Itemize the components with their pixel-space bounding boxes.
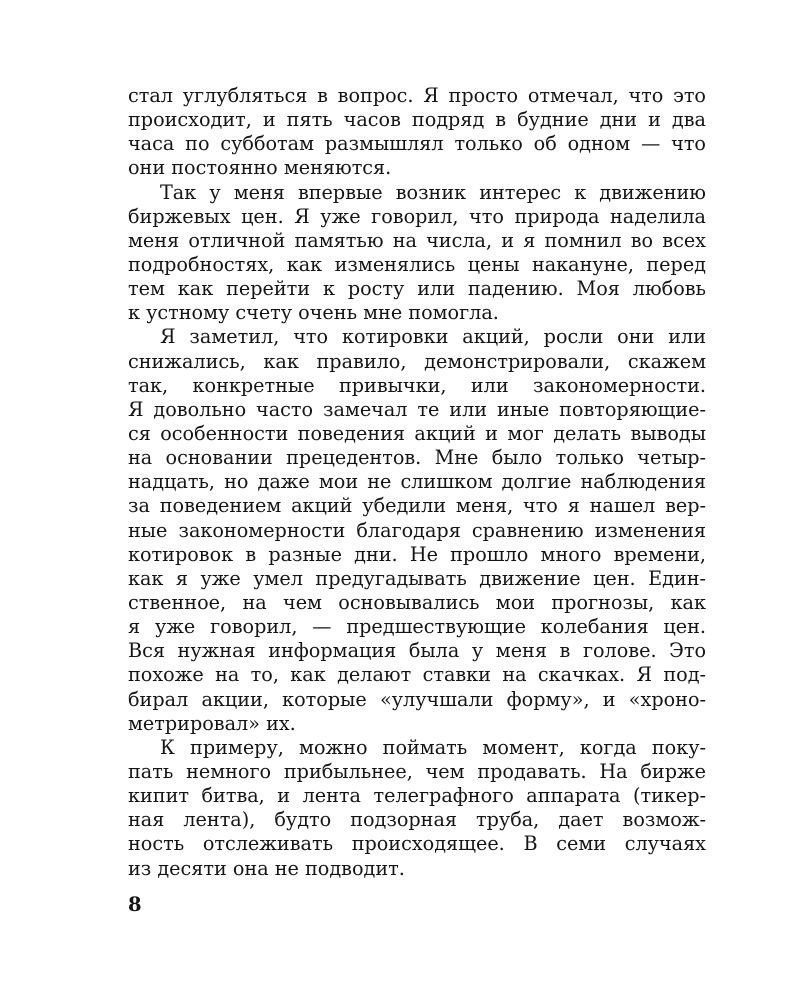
text-line: надцать, но даже мои не слишком долгие наблюдения [128, 470, 706, 494]
page-number: 8 [128, 893, 142, 916]
text-line: кипит битва, и лента телеграфного аппарата (тикер- [128, 784, 706, 808]
text-line: ная лента), будто подзорная труба, дает возмож- [128, 808, 706, 832]
text-line: я уже говорил, — предшествующие колебания цен. [128, 615, 706, 639]
text-line: к устному счету очень мне помогла. [128, 301, 499, 325]
paragraph-first-line: Так у меня впервые возник интерес к движению [160, 180, 706, 204]
paragraph-first-line: Я заметил, что котировки акций, росли они или [160, 325, 706, 349]
text-line: на основании прецедентов. Мне было только четыр- [128, 446, 706, 470]
text-line: ность отслеживать происходящее. В семи случаях [128, 832, 706, 856]
text-line: метрировал» их. [128, 711, 296, 735]
text-line: Я довольно часто замечал те или иные повторяющие- [128, 397, 706, 421]
text-line: меня отличной памятью на числа, и я помнил во всех [128, 228, 706, 252]
paragraph-first-line: К примеру, можно поймать момент, когда поку- [160, 735, 706, 759]
text-line: похоже на то, как делают ставки на скачках. Я под- [128, 663, 706, 687]
text-line: котировок в разные дни. Не прошло много времени, [128, 542, 706, 566]
text-line: за поведением акций убедили меня, что я нашел вер- [128, 494, 706, 518]
text-line: как я уже умел предугадывать движение цен. Един- [128, 566, 706, 590]
text-line: часа по субботам размышлял только об одном — что [128, 132, 706, 156]
text-line: ственное, на чем основывались мои прогнозы, как [128, 590, 706, 614]
text-line: происходит, и пять часов подряд в будние дни и два [128, 108, 706, 132]
text-line: так, конкретные привычки, или закономерности. [128, 373, 706, 397]
text-line: Вся нужная информация была у меня в голове. Это [128, 639, 706, 663]
text-line: пать немного прибыльнее, чем продавать. На бирже [128, 759, 706, 783]
body-text [128, 84, 706, 881]
text-line: стал углубляться в вопрос. Я просто отмечал, что это [128, 84, 706, 107]
text-line: бирал акции, которые «улучшали форму», и «хроно- [128, 687, 706, 711]
text-line: из десяти она не подводит. [128, 856, 405, 880]
text-line: ся особенности поведения акций и мог делать выводы [128, 421, 706, 445]
text-line: снижались, как правило, демонстрировали, скажем [128, 349, 706, 373]
text-line: они постоянно меняются. [128, 156, 392, 180]
text-line: ные закономерности благодаря сравнению изменения [128, 518, 706, 542]
text-line: биржевых цен. Я уже говорил, что природа наделила [128, 204, 706, 228]
text-line: подробностях, как изменялись цены накануне, перед [128, 252, 706, 276]
text-line: тем как перейти к росту или падению. Моя любовь [128, 277, 706, 301]
